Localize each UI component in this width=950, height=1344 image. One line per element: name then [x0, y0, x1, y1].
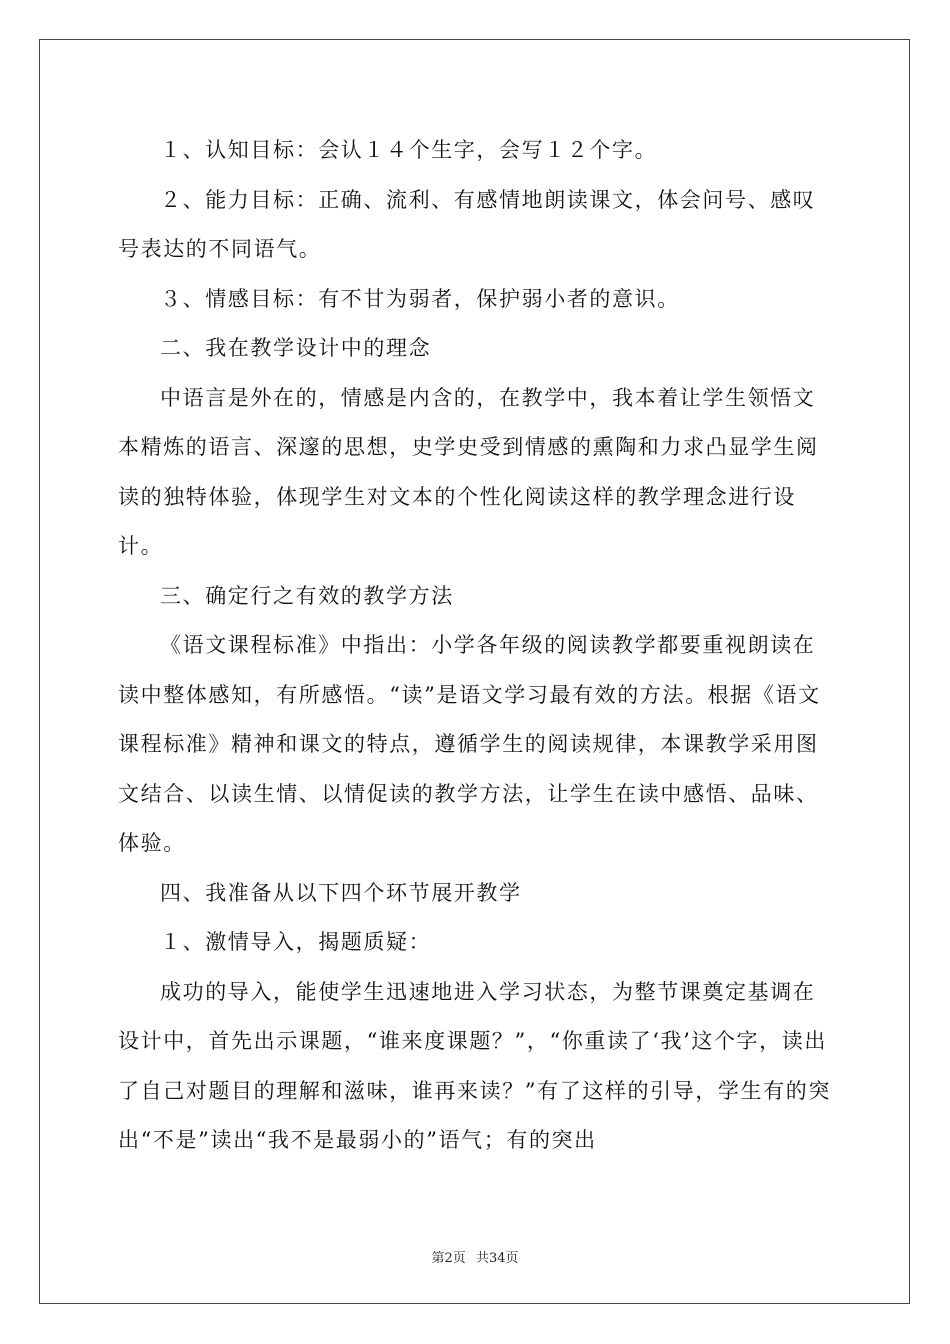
paragraph-concept: 中语言是外在的，情感是内含的，在教学中，我本着让学生领悟文本精炼的语言、深邃的思想，史学史受到情感的熏陶和力求凸显学生阅读的独特体验，体现学生对文本的个性化阅读这样的教学理念进行设计。	[118, 385, 819, 558]
document-body	[118, 126, 834, 1166]
paragraph-intro: 成功的导入，能使学生迅速地进入学习状态，为整节课奠定基调在设计中，首先出示课题，“谁来度课题？”，“你重读了‘我’这个字，读出了自己对题目的理解和滋味，谁再来读？”有了这样的引导，学生有的突出“不是”读出“我不是最弱小的”语气；有的突出	[118, 979, 831, 1152]
total-pages: 共34页	[475, 1251, 519, 1266]
subheading-intro: １、激情导入，揭题质疑：	[160, 930, 432, 954]
page-footer	[0, 1247, 950, 1266]
section-heading-method: 三、确定行之有效的教学方法	[160, 583, 454, 608]
paragraph-emotion-goal: ３、情感目标：有不甘为弱者，保护弱小者的意识。	[160, 286, 680, 311]
paragraph-cognitive-goal: １、认知目标：会认１４个生字，会写１２个字。	[160, 138, 658, 162]
section-heading-concept: 二、我在教学设计中的理念	[160, 336, 432, 360]
page-number: 第2页	[431, 1251, 466, 1266]
paragraph-ability-goal: ２、能力目标：正确、流利、有感情地朗读课文，体会问号、感叹号表达的不同语气。	[118, 187, 816, 261]
section-heading-steps: 四、我准备从以下四个环节展开教学	[160, 880, 522, 905]
paragraph-method: 《语文课程标准》中指出：小学各年级的阅读教学都要重视朗读在读中整体感知，有所感悟。“读”是语文学习最有效的方法。根据《语文课程标准》精神和课文的特点，遵循学生的阅读规律，本课教学采用图文结合、以读生情、以情促读的教学方法，让学生在读中感悟、品味、体验。	[118, 633, 821, 855]
